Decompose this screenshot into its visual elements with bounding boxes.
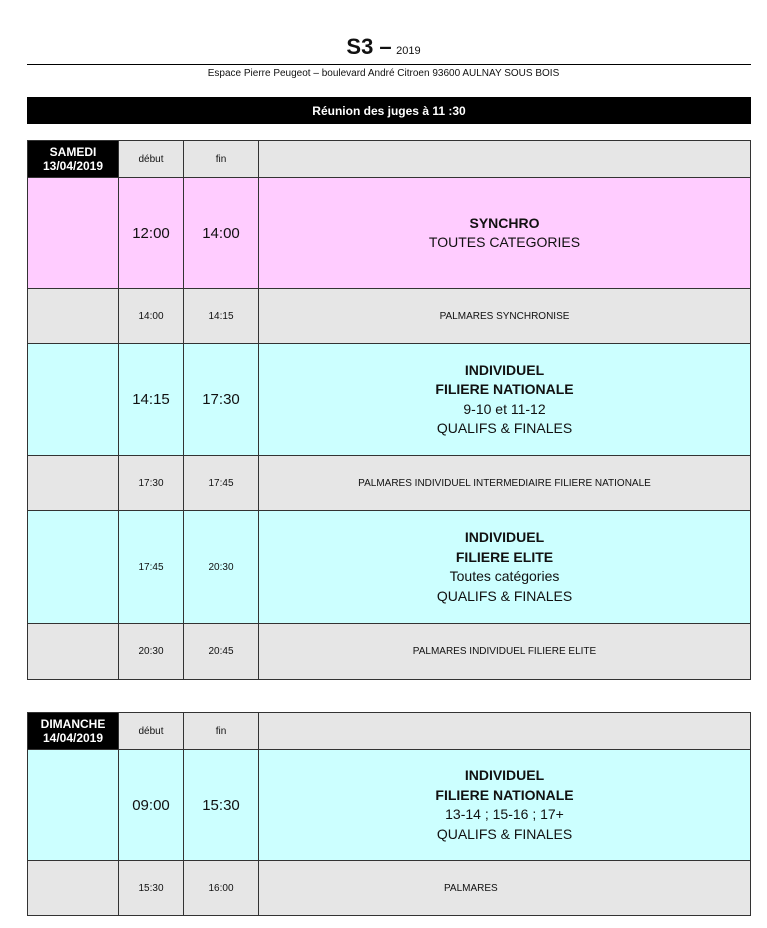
event-detail: QUALIFS & FINALES	[436, 420, 573, 436]
col-start-header: début	[119, 141, 184, 178]
event-cell: PALMARES INDIVIDUEL INTERMEDIAIRE FILIERE NATIONALE	[259, 456, 751, 511]
col-start-header: début	[119, 713, 184, 750]
schedule-row	[28, 289, 751, 344]
judges-meeting-banner: Réunion des juges à 11 :30	[27, 97, 751, 124]
event-title: INDIVIDUEL	[464, 767, 545, 783]
end-time: 20:45	[184, 624, 259, 680]
event-title: INDIVIDUEL	[464, 529, 545, 545]
sunday-schedule	[27, 712, 751, 916]
end-time: 17:30	[184, 344, 259, 456]
start-time: 15:30	[119, 861, 184, 916]
col-end-header: fin	[184, 713, 259, 750]
schedule-row	[28, 511, 751, 624]
schedule-header	[28, 713, 751, 750]
event-cell	[259, 344, 751, 456]
event-cell: PALMARES INDIVIDUEL FILIERE ELITE	[259, 624, 751, 680]
start-time: 17:45	[119, 511, 184, 624]
start-time: 14:00	[119, 289, 184, 344]
event-subtitle: FILIERE ELITE	[455, 548, 554, 565]
venue-address: Espace Pierre Peugeot – boulevard André Citroen 93600 AULNAY SOUS BOIS	[207, 68, 560, 79]
end-time: 14:15	[184, 289, 259, 344]
saturday-schedule	[27, 140, 751, 680]
day-date: 14/04/2019	[42, 731, 104, 745]
start-time: 17:30	[119, 456, 184, 511]
schedule-header	[28, 141, 751, 178]
col-event-header	[259, 713, 751, 750]
schedule-row	[28, 456, 751, 511]
schedule-row	[28, 624, 751, 680]
divider	[27, 64, 751, 65]
title-text: S3 –	[346, 34, 392, 59]
start-time: 12:00	[119, 178, 184, 289]
day-date: 13/04/2019	[42, 159, 104, 173]
end-time: 15:30	[184, 750, 259, 861]
event-detail: 9-10 et 11-12	[463, 400, 546, 417]
end-time: 17:45	[184, 456, 259, 511]
event-cell	[259, 511, 751, 624]
col-end-header: fin	[184, 141, 259, 178]
event-detail: QUALIFS & FINALES	[436, 825, 573, 842]
event-detail: 13-14 ; 15-16 ; 17+	[445, 806, 564, 822]
event-cell	[259, 178, 751, 289]
event-detail: TOUTES CATEGORIES	[428, 234, 581, 250]
day-name: DIMANCHE	[40, 717, 106, 731]
event-subtitle: FILIERE NATIONALE	[435, 786, 574, 803]
col-event-header	[259, 141, 751, 178]
day-name: SAMEDI	[49, 145, 97, 159]
event-detail: Toutes catégories	[449, 568, 560, 584]
day-cell	[28, 713, 119, 750]
day-cell	[28, 141, 119, 178]
end-time: 16:00	[184, 861, 259, 916]
schedule-row	[28, 861, 751, 916]
event-detail: QUALIFS & FINALES	[436, 587, 573, 604]
schedule-row	[28, 750, 751, 861]
event-cell: PALMARES SYNCHRONISE	[259, 289, 751, 344]
end-time: 14:00	[184, 178, 259, 289]
start-time: 09:00	[119, 750, 184, 861]
event-cell	[259, 750, 751, 861]
event-title: INDIVIDUEL	[464, 361, 545, 378]
schedule-row	[28, 344, 751, 456]
end-time: 20:30	[184, 511, 259, 624]
schedule-row	[28, 178, 751, 289]
title-year: 2019	[396, 45, 421, 57]
start-time: 14:15	[119, 344, 184, 456]
start-time: 20:30	[119, 624, 184, 680]
event-title: SYNCHRO	[469, 214, 540, 231]
event-subtitle: FILIERE NATIONALE	[435, 381, 574, 397]
page-title	[0, 34, 767, 60]
event-cell: PALMARES	[259, 861, 751, 916]
